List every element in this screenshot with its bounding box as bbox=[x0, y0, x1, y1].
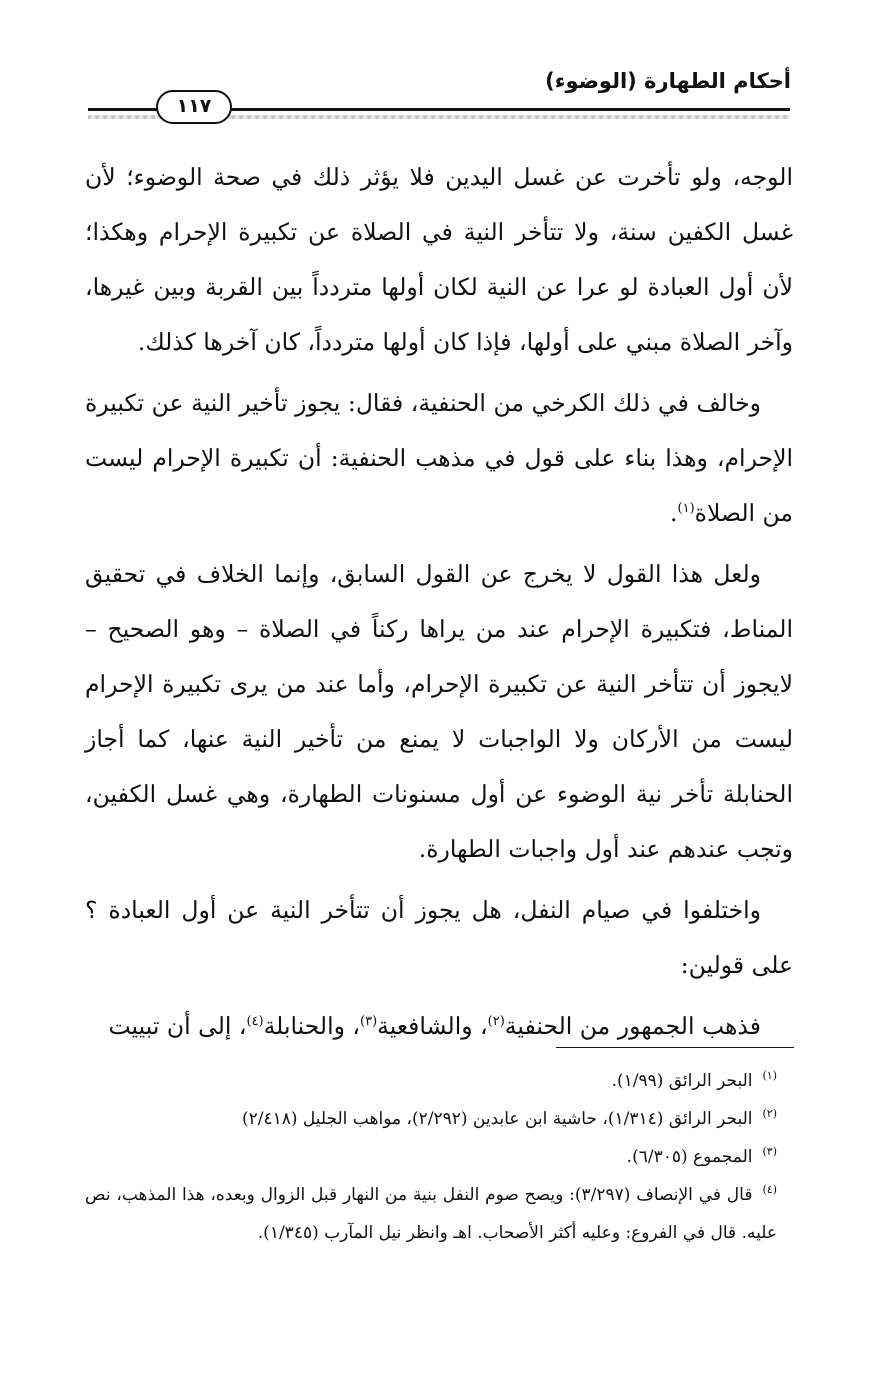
paragraph-5-text-c: ، والحنابلة bbox=[263, 1012, 361, 1040]
footnote-2-mark: (٢) bbox=[762, 1107, 777, 1120]
paragraph-3-text: ولعل هذا القول لا يخرج عن القول السابق، وإنما الخلاف في تحقيق المناط، فتكبيرة الإحرام عند من يراها ركناً في الصلاة – وهو الصحيح – لايجوز أن تتأخر النية عن تكبيرة الإحرام، وأما عند من يرى تكبيرة الإحرام ليست من الأركان ولا الواجبات لا يمنع من تأخير النية عنها، كما أجاز الحنابلة تأخر نية الوضوء عن أول مسنونات الطهارة، وهي غسل الكفين، وتجب عندهم عند أول واجبات الطهارة. bbox=[85, 560, 793, 863]
page-number: ١١٧ bbox=[156, 90, 232, 124]
footnote-ref-4: (٤) bbox=[246, 1014, 264, 1029]
paragraph-4 bbox=[85, 883, 793, 993]
paragraph-4-text: واختلفوا في صيام النفل، هل يجوز أن تتأخر النية عن أول العبادة ؟ على قولين: bbox=[85, 896, 793, 979]
running-title: أحكام الطهارة (الوضوء) bbox=[545, 69, 791, 93]
paragraph-1-text: الوجه، ولو تأخرت عن غسل اليدين فلا يؤثر ذلك في صحة الوضوء؛ لأن غسل الكفين سنة، ولا تتأخر النية في الصلاة عن تكبيرة الإحرام وهكذا؛ لأن أول العبادة لو عرا عن النية لكان أولها متردداً بين القربة وبين غيرها، وآخر الصلاة مبني على أولها، فإذا كان أولها متردداً، كان آخرها كذلك. bbox=[85, 163, 793, 356]
footnote-4 bbox=[85, 1176, 793, 1252]
footnote-4-text: قال في الإنصاف (٣/٢٩٧): ويصح صوم النفل بنية من النهار قبل الزوال وبعده، هذا المذهب، نص عليه. قال في الفروع: وعليه أكثر الأصحاب. اهـ وانظر نيل المآرب (١/٣٤٥). bbox=[85, 1185, 777, 1243]
footnotes bbox=[85, 1062, 793, 1252]
footnote-1-text: البحر الرائق (١/٩٩). bbox=[611, 1071, 753, 1091]
main-text bbox=[85, 150, 793, 1060]
footnote-4-mark: (٤) bbox=[762, 1183, 777, 1196]
paragraph-2-text: وخالف في ذلك الكرخي من الحنفية، فقال: يجوز تأخير النية عن تكبيرة الإحرام، وهذا بناء على قول في مذهب الحنفية: أن تكبيرة الإحرام ليست من الصلاة bbox=[85, 389, 793, 527]
paragraph-3 bbox=[85, 547, 793, 877]
paragraph-5-text-d: ، إلى أن تبييت bbox=[108, 1012, 247, 1040]
footnote-2-text: البحر الرائق (١/٣١٤)، حاشية ابن عابدين (٢/٢٩٢)، مواهب الجليل (٢/٤١٨) bbox=[241, 1109, 753, 1129]
footnote-ref-2: (٢) bbox=[487, 1014, 505, 1029]
paragraph-5-text-b: ، والشافعية bbox=[377, 1012, 488, 1040]
paragraph-1 bbox=[85, 150, 793, 370]
paragraph-5 bbox=[85, 999, 793, 1054]
footnote-3-text: المجموع (٦/٣٠٥). bbox=[626, 1147, 753, 1167]
footnote-separator bbox=[556, 1047, 794, 1048]
footnote-1 bbox=[85, 1062, 793, 1100]
paragraph-2-end: . bbox=[670, 499, 678, 527]
paragraph-5-text-a: فذهب الجمهور من الحنفية bbox=[504, 1012, 761, 1040]
footnote-3 bbox=[85, 1138, 793, 1176]
footnote-3-mark: (٣) bbox=[762, 1145, 777, 1158]
footnote-ref-1: (١) bbox=[677, 501, 695, 516]
footnote-1-mark: (١) bbox=[762, 1069, 777, 1082]
footnote-ref-3: (٣) bbox=[360, 1014, 378, 1029]
footnote-2 bbox=[85, 1100, 793, 1138]
paragraph-2 bbox=[85, 376, 793, 541]
